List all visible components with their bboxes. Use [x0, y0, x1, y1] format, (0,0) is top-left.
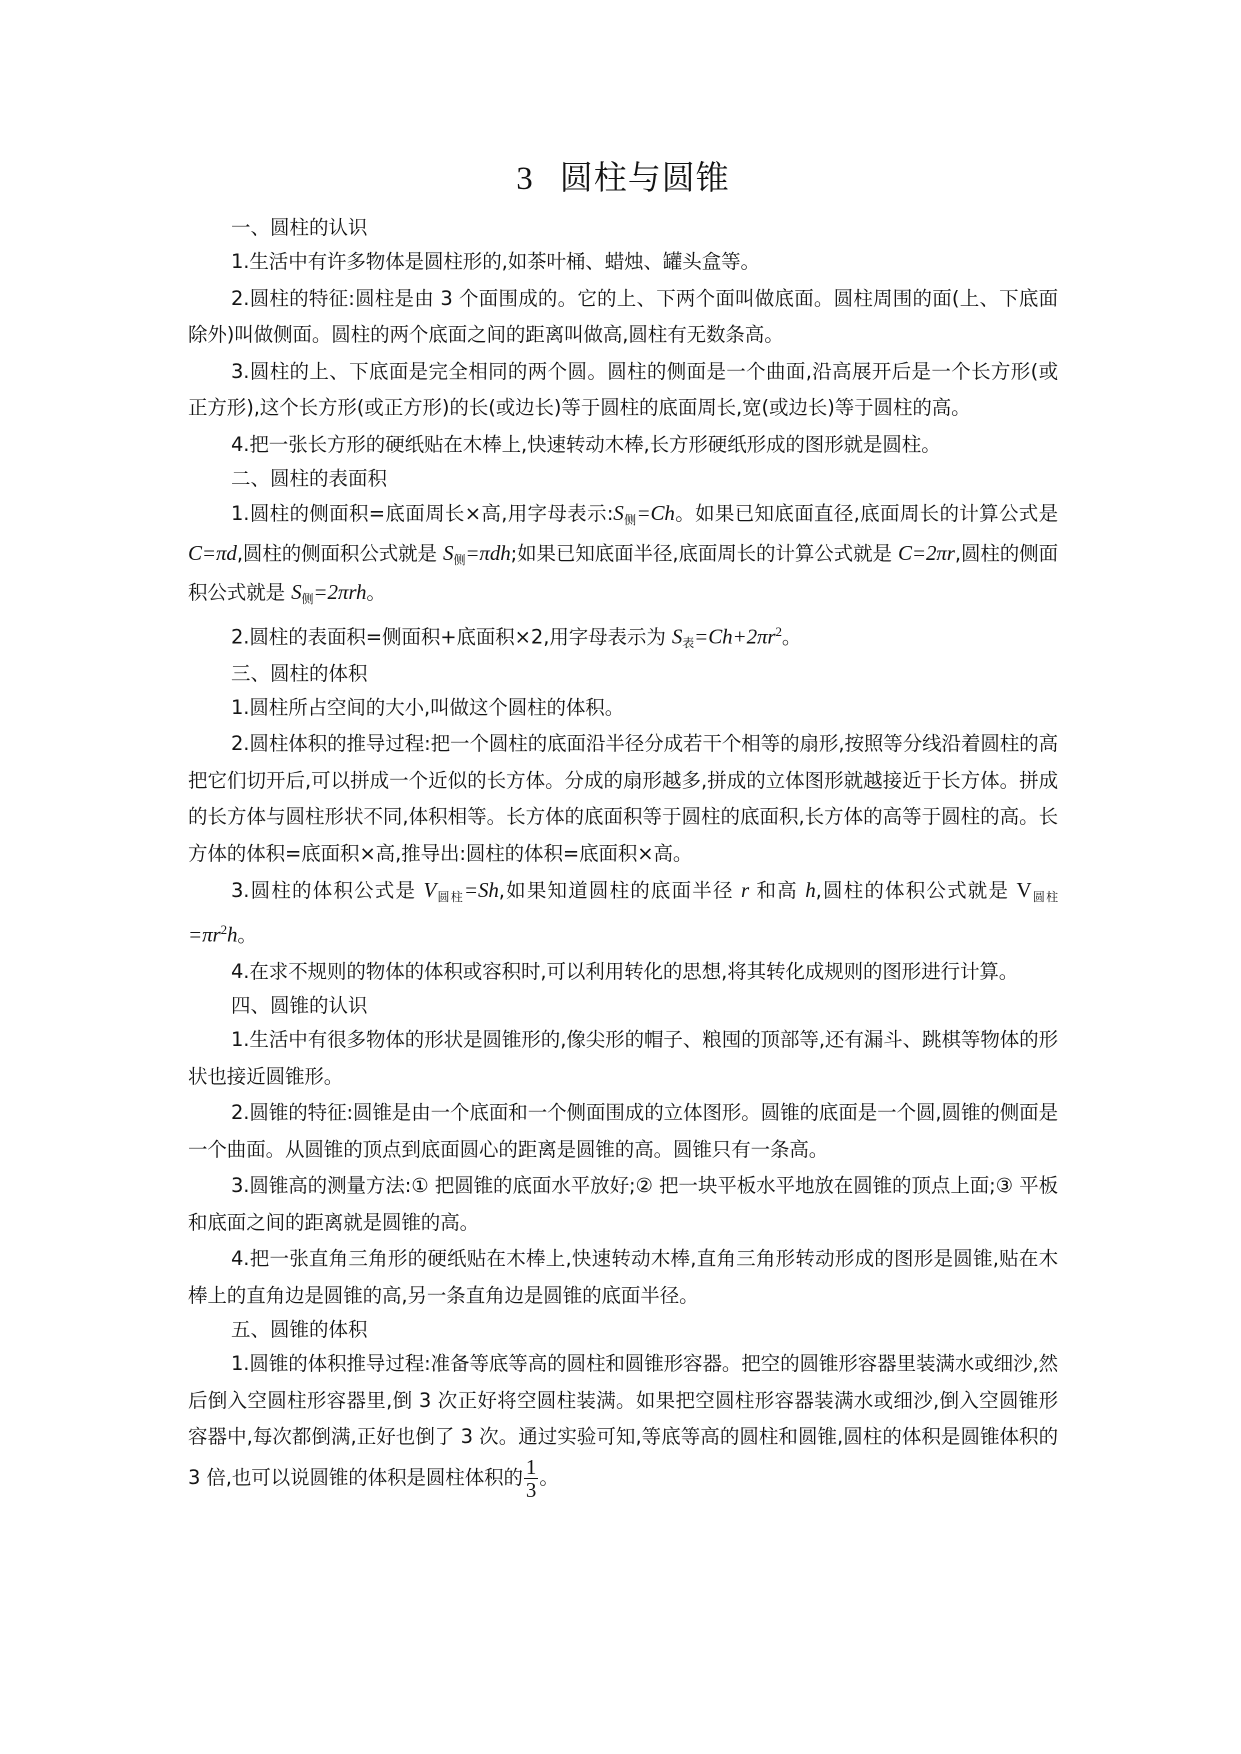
- paragraph-3-4: 4.在求不规则的物体的体积或容积时,可以利用转化的思想,将其转化成规则的图形进行计算。: [231, 959, 1019, 983]
- text-run: 。: [539, 1465, 559, 1489]
- paragraph-1-2: 2.圆柱的特征:圆柱是由 3 个面围成的。它的上、下两个面叫做底面。圆柱周围的面(上、下底面除外)叫做侧面。圆柱的两个底面之间的距离叫做高,圆柱有无数条高。: [188, 286, 1058, 346]
- text-run: 。如果已知底面直径,底面周长的计算公式是: [674, 502, 1058, 525]
- paragraph-4-2: 2.圆锥的特征:圆锥是由一个底面和一个侧面围成的立体图形。圆锥的底面是一个圆,圆锥的侧面是一个曲面。从圆锥的顶点到底面圆心的距离是圆锥的高。圆锥只有一条高。: [188, 1101, 1058, 1161]
- section-heading-2: 二、圆柱的表面积: [231, 467, 388, 490]
- paragraph-1-3: 3.圆柱的上、下底面是完全相同的两个圆。圆柱的侧面是一个曲面,沿高展开后是一个长方形(或正方形),这个长方形(或正方形)的长(或边长)等于圆柱的底面周长,宽(或边长)等于圆柱的高。: [188, 359, 1058, 419]
- paragraph-4-3: 3.圆锥高的测量方法:① 把圆锥的底面水平放好;② 把一块平板水平地放在圆锥的顶点上面;③ 平板和底面之间的距离就是圆锥的高。: [188, 1174, 1058, 1234]
- math-subscript: 表: [682, 636, 695, 650]
- fraction-one-third: [524, 1456, 538, 1501]
- text-run: 1.圆锥的体积推导过程:准备等底等高的圆柱和圆锥形容器。把空的圆锥形容器里装满水或细沙,然后倒入空圆柱形容器里,倒 3 次正好将空圆柱装满。如果把空圆柱形容器装满水或细沙,倒入空圆锥形容器中,每次都倒满,正好也倒了 3 次。通过实验可知,等底等高的圆柱和圆锥,圆柱的体积是圆锥体积的 3 倍,也可以说圆锥的体积是圆柱体积的: [188, 1352, 1058, 1489]
- math-subscript: 侧: [453, 552, 466, 567]
- fraction-numerator: 1: [525, 1454, 537, 1479]
- document-page: [188, 148, 1058, 1501]
- math-subscript: 侧: [301, 592, 314, 606]
- text-run: 3.圆柱的体积公式是: [231, 879, 424, 902]
- math-formula: C=πd: [188, 540, 237, 565]
- paragraph-2-1: [188, 495, 1058, 614]
- math-formula: C=2πr: [897, 540, 955, 565]
- paragraph-4-1: 1.生活中有很多物体的形状是圆锥形的,像尖形的帽子、粮囤的顶部等,还有漏斗、跳棋等物体的形状也接近圆锥形。: [188, 1028, 1058, 1088]
- math-symbol: V: [1016, 878, 1032, 902]
- paragraph-5-1: [188, 1346, 1058, 1501]
- paragraph-1-1: 1.生活中有许多物体是圆柱形的,如茶叶桶、蜡烛、罐头盒等。: [231, 250, 760, 273]
- math-subscript: 圆柱: [436, 890, 464, 904]
- section-heading-4: 四、圆锥的认识: [231, 994, 368, 1017]
- paragraph-4-4: 4.把一张直角三角形的硬纸贴在木棒上,快速转动木棒,直角三角形转动形成的图形是圆锥,贴在木棒上的直角边是圆锥的高,另一条直角边是圆锥的底面半径。: [188, 1247, 1058, 1307]
- math-symbol: r: [741, 878, 750, 902]
- math-formula: =Ch+2πr: [694, 624, 776, 648]
- math-symbol: S: [291, 580, 302, 604]
- math-symbol: V: [423, 878, 437, 902]
- paragraph-3-1: 1.圆柱所占空间的大小,叫做这个圆柱的体积。: [231, 695, 625, 719]
- text-run: ,圆柱的体积公式就是: [815, 879, 1017, 902]
- text-run: ,圆柱的侧面积公式就是: [236, 541, 444, 565]
- text-run: ,如果知道圆柱的底面半径: [498, 879, 742, 902]
- math-symbol: S: [443, 540, 454, 565]
- math-formula: =Sh: [463, 878, 499, 902]
- paragraph-2-2: [188, 614, 1058, 658]
- page-title: [188, 148, 1058, 208]
- math-subscript: 圆柱: [1031, 890, 1058, 904]
- math-formula: =Ch: [636, 501, 675, 525]
- math-symbol: S: [671, 624, 683, 648]
- title-text: 圆柱与圆锥: [559, 158, 730, 197]
- math-subscript: 侧: [623, 513, 637, 527]
- section-heading-1: 一、圆柱的认识: [231, 216, 368, 239]
- text-run: 。: [781, 625, 802, 648]
- math-symbol: h: [226, 922, 238, 946]
- text-run: ,圆柱的侧面积公式就是: [188, 541, 1058, 604]
- math-formula: =πr: [188, 922, 221, 946]
- text-run: 2.圆柱的表面积=侧面积+底面积×2,用字母表示为: [231, 625, 672, 648]
- math-symbol: h: [805, 878, 816, 902]
- text-run: 和高: [749, 879, 806, 902]
- section-heading-5: 五、圆锥的体积: [231, 1318, 368, 1341]
- title-number: 3: [516, 161, 534, 197]
- text-run: 。: [237, 923, 257, 946]
- text-run: ;如果已知底面半径,底面周长的计算公式就是: [510, 541, 898, 565]
- text-run: 。: [366, 581, 386, 604]
- fraction-denominator: 3: [525, 1477, 537, 1502]
- math-superscript: 2: [220, 921, 227, 937]
- math-formula: =2πrh: [313, 580, 367, 604]
- paragraph-3-3: [188, 872, 1058, 954]
- paragraph-1-4: 4.把一张长方形的硬纸贴在木棒上,快速转动木棒,长方形硬纸形成的图形就是圆柱。: [231, 432, 941, 456]
- math-symbol: S: [613, 501, 624, 525]
- text-run: 1.圆柱的侧面积=底面周长×高,用字母表示:: [231, 502, 614, 525]
- math-formula: =πdh: [465, 540, 511, 565]
- math-superscript: 2: [775, 623, 782, 639]
- section-heading-3: 三、圆柱的体积: [231, 661, 368, 685]
- paragraph-3-2: 2.圆柱体积的推导过程:把一个圆柱的底面沿半径分成若干个相等的扇形,按照等分线沿着圆柱的高把它们切开后,可以拼成一个近似的长方体。分成的扇形越多,拼成的立体图形就越接近于长方体。拼成的长方体与圆柱形状不同,体积相等。长方体的底面积等于圆柱的底面积,长方体的高等于圆柱的高。长方体的体积=底面积×高,推导出:圆柱的体积=底面积×高。: [188, 732, 1058, 865]
